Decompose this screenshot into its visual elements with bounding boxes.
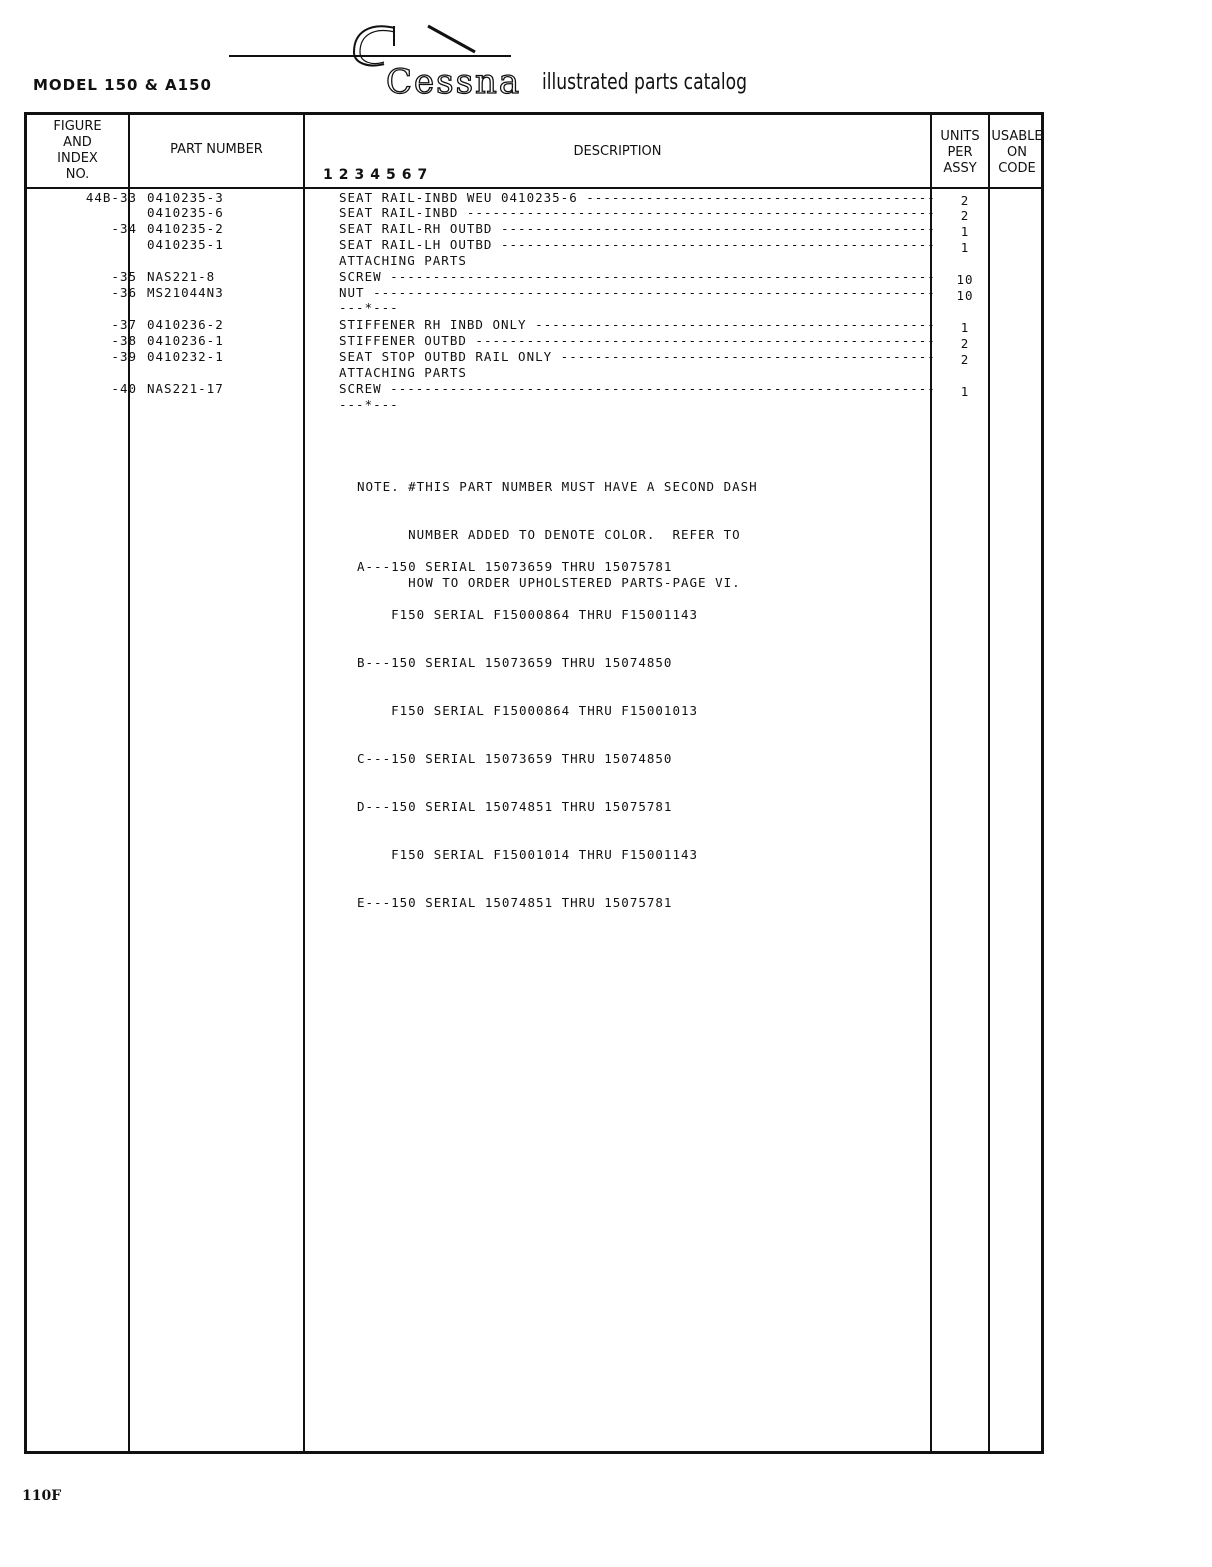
- upholstery-note: NOTE. #THIS PART NUMBER MUST HAVE A SECOND DASH NUMBER ADDED TO DENOTE COLOR. REFER TO HOW TO ORDER UPHOLSTERED PARTS-PAGE VI.: [357, 479, 758, 590]
- description-column-header: DESCRIPTION: [573, 144, 662, 159]
- units-per-assy: 10: [956, 272, 974, 287]
- attaching-parts-label: ATTACHING PARTS: [339, 253, 467, 268]
- part-number: MS21044N3: [147, 285, 224, 300]
- table-row: [27, 190, 1041, 206]
- part-description: SEAT RAIL-LH OUTBD -----: [339, 237, 934, 252]
- part-description: STIFFENER RH INBD ONLY -----: [339, 317, 934, 332]
- figure-index: -37: [111, 317, 137, 332]
- part-number: NAS221-8: [147, 269, 216, 284]
- parts-table: [24, 112, 1044, 1454]
- part-description: SEAT RAIL-INBD WEU 0410235-6 -----: [339, 190, 934, 205]
- attaching-parts-label: ATTACHING PARTS: [339, 365, 467, 380]
- serial-line: C---150 SERIAL 15073659 THRU 15074850: [357, 751, 673, 766]
- units-per-assy: 2: [960, 352, 970, 367]
- units-per-assy: 2: [960, 336, 970, 351]
- catalog-title: illustrated parts catalog: [542, 70, 747, 95]
- table-row: [27, 300, 1041, 316]
- part-number: 0410235-3: [147, 190, 224, 205]
- part-number-column-header: PART NUMBER: [170, 142, 263, 157]
- table-row: [27, 317, 1041, 333]
- part-description: SEAT RAIL-INBD -----: [339, 205, 934, 220]
- table-row: [27, 253, 1041, 269]
- attaching-parts-end-marker: ---*---: [339, 397, 399, 412]
- part-number: 0410235-6: [147, 205, 224, 220]
- serial-line: F150 SERIAL F15000864 THRU F15001143: [357, 607, 699, 622]
- part-number: 0410236-1: [147, 333, 224, 348]
- figure-index: -36: [111, 285, 137, 300]
- indent-levels: 1234567: [323, 167, 434, 183]
- part-number: 0410232-1: [147, 349, 224, 364]
- units-per-assy: 1: [960, 384, 970, 399]
- part-number: NAS221-17: [147, 381, 224, 396]
- serial-line: D---150 SERIAL 15074851 THRU 15075781: [357, 799, 673, 814]
- serial-line: F150 SERIAL F15000864 THRU F15001013: [357, 703, 699, 718]
- part-description: SEAT RAIL-RH OUTBD -----: [339, 221, 934, 236]
- serial-line: A---150 SERIAL 15073659 THRU 15075781: [357, 559, 673, 574]
- table-row: [27, 269, 1041, 285]
- table-row: [27, 205, 1041, 221]
- serial-line: B---150 SERIAL 15073659 THRU 15074850: [357, 655, 673, 670]
- figure-index: 44B-33: [85, 190, 137, 205]
- units-per-assy: 10: [956, 288, 974, 303]
- serial-line: F150 SERIAL F15001014 THRU F15001143: [357, 847, 699, 862]
- figure-index: -35: [111, 269, 137, 284]
- cessna-wordmark: Cessna: [386, 62, 522, 102]
- table-row: [27, 237, 1041, 253]
- serial-line: E---150 SERIAL 15074851 THRU 15075781: [357, 895, 673, 910]
- figure-index: -40: [111, 381, 137, 396]
- table-row: [27, 285, 1041, 301]
- part-number: 0410236-2: [147, 317, 224, 332]
- model-title: MODEL 150 & A150: [33, 76, 212, 94]
- attaching-parts-end-marker: ---*---: [339, 300, 399, 315]
- cessna-logo-icon: [340, 18, 520, 68]
- part-description: NUT -----: [339, 285, 934, 300]
- part-description: SEAT STOP OUTBD RAIL ONLY -----: [339, 349, 934, 364]
- part-number: 0410235-2: [147, 221, 224, 236]
- figure-index: -39: [111, 349, 137, 364]
- usable-column-header: USABLE ON CODE: [991, 129, 1043, 176]
- part-number: 0410235-1: [147, 237, 224, 252]
- units-per-assy: 2: [960, 208, 970, 223]
- units-per-assy: 1: [960, 240, 970, 255]
- units-column-header: UNITS PER ASSY: [940, 129, 980, 176]
- units-per-assy: 2: [960, 193, 970, 208]
- table-row: [27, 381, 1041, 397]
- part-description: SCREW -----: [339, 269, 934, 284]
- table-row: [27, 333, 1041, 349]
- units-per-assy: 1: [960, 320, 970, 335]
- table-row: [27, 221, 1041, 237]
- figure-index: -34: [111, 221, 137, 236]
- figure-column-header: FIGURE AND INDEX NO.: [53, 119, 102, 182]
- table-row: [27, 365, 1041, 381]
- page-number: 110F: [22, 1488, 62, 1504]
- part-description: SCREW -----: [339, 381, 934, 396]
- table-row: [27, 349, 1041, 365]
- figure-index: -38: [111, 333, 137, 348]
- table-row: [27, 397, 1041, 413]
- part-description: STIFFENER OUTBD -----: [339, 333, 934, 348]
- serial-effectivity-list: [357, 527, 698, 943]
- units-per-assy: 1: [960, 224, 970, 239]
- header-divider: [27, 187, 1041, 189]
